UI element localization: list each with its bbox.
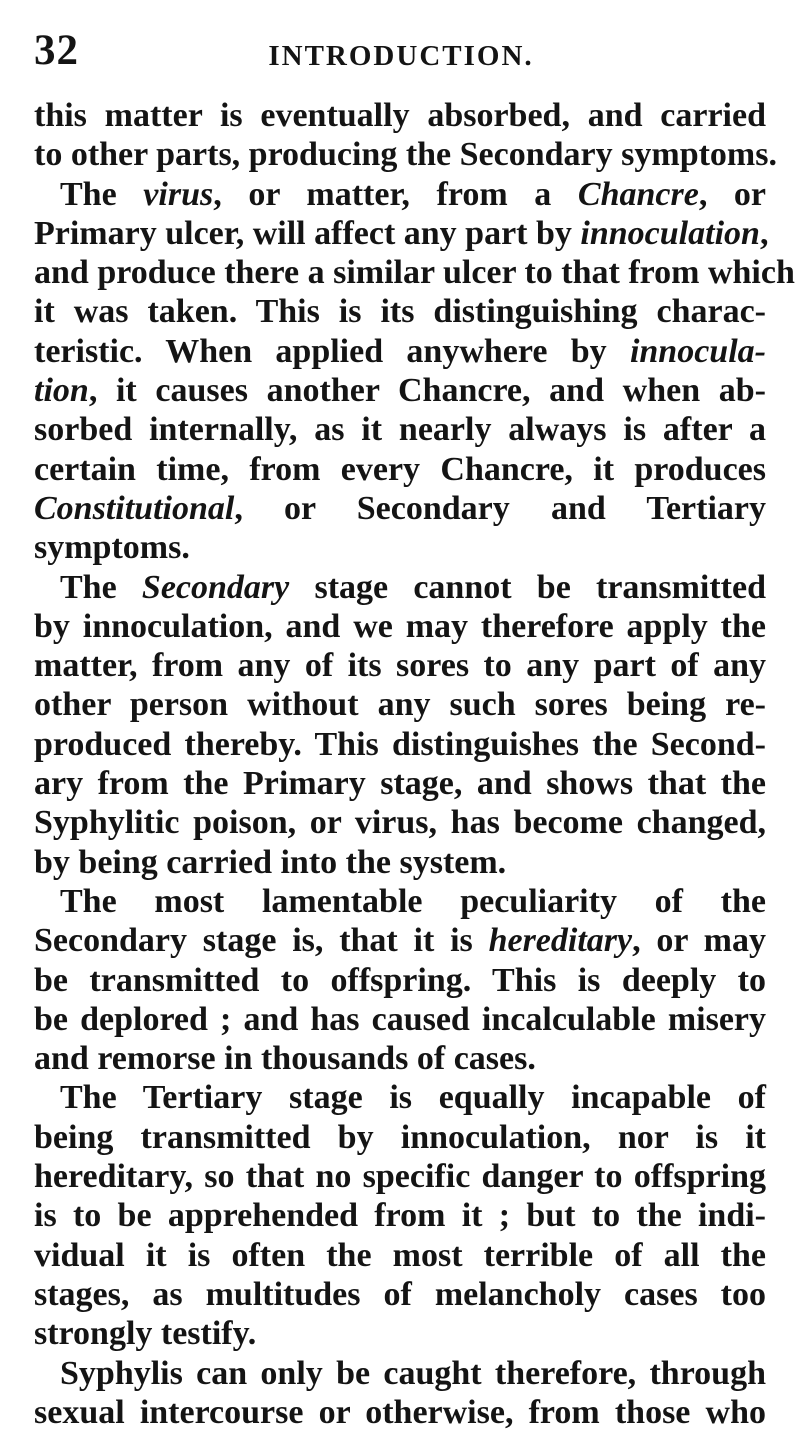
text-segment: ,: [759, 214, 769, 252]
text-segment: , or matter, from a: [213, 175, 578, 213]
text-line: [34, 961, 766, 1000]
text-segment: The most lamentable peculiarity of the: [60, 882, 766, 920]
text-segment: , or: [698, 175, 767, 213]
text-line: [34, 1275, 766, 1314]
page-header: [34, 26, 768, 76]
text-segment: , or may: [632, 922, 766, 960]
text-segment: it was taken. This is its distinguishing charac-: [34, 293, 766, 331]
text-line: [34, 1196, 766, 1235]
italic-text: virus: [143, 175, 214, 213]
text-segment: to other parts, producing the Secondary symptoms.: [34, 136, 777, 174]
text-line: [34, 175, 766, 214]
italic-text: hereditary: [488, 922, 633, 960]
text-segment: Secondary stage is, that it is: [34, 922, 489, 960]
page-number: 32: [34, 27, 79, 74]
text-line: [34, 1393, 766, 1432]
text-line: [34, 843, 766, 882]
text-segment: other person without any such sores being re-: [34, 686, 766, 724]
text-segment: The Tertiary stage is equally incapable of: [60, 1079, 766, 1117]
text-line: [34, 725, 766, 764]
italic-text: Constitutional: [34, 489, 235, 527]
text-segment: produced thereby. This distinguishes the Second-: [34, 725, 766, 763]
text-line: [34, 803, 766, 842]
text-line: [34, 332, 766, 371]
text-line: [34, 450, 766, 489]
text-segment: , or Secondary and Tertiary: [234, 489, 766, 527]
text-segment: sexual intercourse or otherwise, from those who: [34, 1393, 766, 1431]
text-segment: being transmitted by innoculation, nor is it: [34, 1118, 766, 1156]
text-line: [34, 1000, 766, 1039]
text-segment: symptoms.: [34, 529, 190, 567]
text-line: [34, 1157, 766, 1196]
italic-text: Secondary: [141, 568, 290, 606]
text-line: [34, 1118, 766, 1157]
text-segment: sorbed internally, as it nearly always is after a: [34, 411, 766, 449]
text-segment: matter, from any of its sores to any part of any: [34, 647, 766, 685]
text-line: [34, 292, 766, 331]
text-segment: strongly testify.: [34, 1315, 257, 1353]
text-segment: The: [60, 175, 144, 213]
text-line: [34, 1078, 766, 1117]
italic-text: innoculation: [580, 214, 760, 252]
text-segment: certain time, from every Chancre, it produces: [34, 450, 766, 488]
text-segment: Syphylitic poison, or virus, has become changed,: [34, 804, 766, 842]
text-segment: by innoculation, and we may therefore apply the: [34, 607, 766, 645]
text-line: [34, 607, 766, 646]
text-line: [34, 1039, 766, 1078]
text-line: [34, 646, 766, 685]
italic-text: innocula-: [629, 332, 766, 370]
text-segment: stage cannot be transmitted: [289, 568, 766, 606]
italic-text: tion: [34, 372, 89, 410]
text-segment: , it causes another Chancre, and when ab-: [88, 372, 766, 410]
text-segment: by being carried into the system.: [34, 843, 507, 881]
body-text: [34, 96, 795, 1432]
running-head: INTRODUCTION.: [268, 40, 534, 72]
text-line: [34, 1314, 766, 1353]
text-line: [34, 135, 777, 174]
text-line: [34, 568, 766, 607]
text-line: [34, 489, 766, 528]
text-segment: Syphylis can only be caught therefore, through: [60, 1354, 766, 1392]
italic-text: Chancre: [577, 175, 699, 213]
text-segment: teristic. When applied anywhere by: [34, 332, 630, 370]
text-line: [34, 1354, 766, 1393]
text-line: [34, 1236, 766, 1275]
text-segment: and produce there a similar ulcer to that from which: [34, 254, 795, 292]
text-segment: and remorse in thousands of cases.: [34, 1040, 536, 1078]
text-segment: hereditary, so that no specific danger to offspring: [34, 1158, 766, 1196]
text-line: [34, 685, 766, 724]
text-line: [34, 921, 766, 960]
text-line: [34, 96, 766, 135]
text-segment: stages, as multitudes of melancholy cases too: [34, 1275, 766, 1313]
text-segment: be transmitted to offspring. This is deeply to: [34, 961, 766, 999]
text-segment: be deplored ; and has caused incalculable misery: [34, 1000, 766, 1038]
text-segment: Primary ulcer, will affect any part by: [34, 214, 581, 252]
text-line: [34, 764, 766, 803]
text-segment: is to be apprehended from it ; but to the indi-: [34, 1197, 766, 1235]
text-line: [34, 882, 766, 921]
text-segment: vidual it is often the most terrible of all the: [34, 1236, 766, 1274]
text-line: [34, 214, 769, 253]
text-line: [34, 371, 766, 410]
text-line: [34, 253, 795, 292]
text-line: [34, 528, 766, 567]
text-line: [34, 410, 766, 449]
text-segment: ary from the Primary stage, and shows that the: [34, 765, 766, 803]
text-segment: this matter is eventually absorbed, and carried: [34, 97, 766, 134]
text-segment: The: [60, 568, 142, 606]
